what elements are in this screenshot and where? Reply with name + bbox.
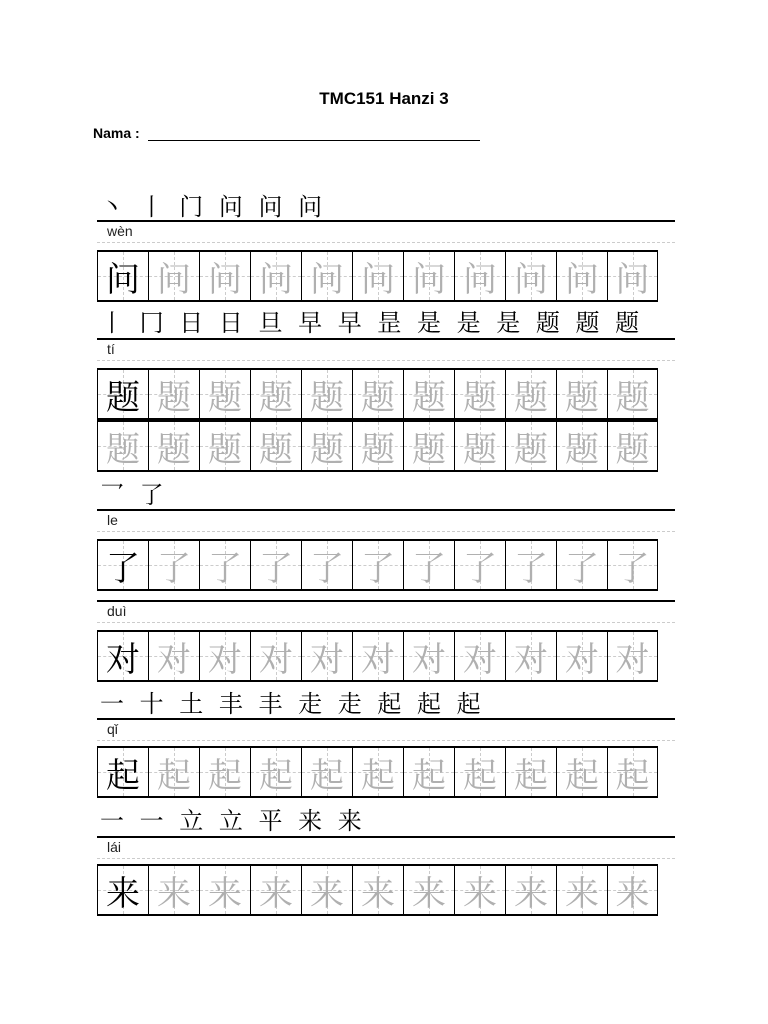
trace-character-cell[interactable] — [301, 541, 352, 589]
pinyin-bar — [97, 600, 675, 623]
trace-character-cell[interactable] — [454, 866, 505, 914]
trace-character-cell[interactable] — [403, 541, 454, 589]
model-character: 来 — [106, 873, 140, 914]
trace-character: 题 — [259, 429, 293, 470]
trace-character: 了 — [310, 548, 344, 589]
trace-character: 对 — [157, 639, 191, 680]
trace-character-cell[interactable] — [607, 541, 658, 589]
trace-character: 来 — [259, 873, 293, 914]
trace-character-cell[interactable] — [403, 370, 454, 418]
practice-row — [97, 368, 658, 420]
trace-character-cell[interactable] — [250, 748, 301, 796]
trace-character: 起 — [310, 755, 344, 796]
trace-character-cell[interactable] — [199, 370, 250, 418]
trace-character: 了 — [259, 548, 293, 589]
trace-character: 对 — [463, 639, 497, 680]
trace-character-cell[interactable] — [148, 370, 199, 418]
trace-character-cell[interactable] — [250, 422, 301, 470]
pinyin-label: wèn — [107, 223, 133, 239]
trace-character: 题 — [565, 377, 599, 418]
pinyin-label: tí — [107, 341, 115, 357]
trace-character-cell[interactable] — [301, 866, 352, 914]
trace-character: 对 — [514, 639, 548, 680]
stroke-order-1: 丨 冂 日 日 旦 早 早 昰 是 是 是 题 题 题 — [100, 309, 644, 337]
model-character: 起 — [106, 755, 140, 796]
trace-character: 起 — [615, 755, 650, 796]
trace-character-cell[interactable] — [352, 866, 403, 914]
trace-character-cell[interactable] — [199, 632, 250, 680]
pinyin-bar — [97, 220, 675, 243]
trace-character: 问 — [615, 259, 650, 300]
trace-character-cell[interactable] — [352, 422, 403, 470]
trace-character: 题 — [157, 377, 191, 418]
trace-character: 题 — [157, 429, 191, 470]
trace-character-cell[interactable] — [250, 370, 301, 418]
trace-character: 起 — [157, 755, 191, 796]
practice-row — [97, 864, 658, 916]
trace-character: 来 — [412, 873, 446, 914]
trace-character: 起 — [361, 755, 395, 796]
trace-character-cell[interactable] — [505, 748, 556, 796]
trace-character-cell[interactable] — [505, 370, 556, 418]
trace-character-cell[interactable] — [352, 370, 403, 418]
pinyin-bar — [97, 836, 675, 859]
trace-character: 题 — [208, 429, 242, 470]
model-character: 了 — [106, 548, 140, 589]
trace-character: 起 — [208, 755, 242, 796]
trace-character-cell[interactable] — [352, 632, 403, 680]
trace-character: 题 — [565, 429, 599, 470]
trace-character-cell[interactable] — [301, 748, 352, 796]
trace-character-cell[interactable] — [505, 632, 556, 680]
trace-character: 问 — [514, 259, 548, 300]
name-input-line[interactable] — [148, 140, 480, 141]
trace-character: 起 — [565, 755, 599, 796]
trace-character: 题 — [463, 377, 497, 418]
stroke-order-5: 一 一 立 立 平 来 来 — [100, 807, 366, 835]
trace-character-cell[interactable] — [607, 748, 658, 796]
practice-row — [97, 746, 658, 798]
pinyin-label: lái — [107, 839, 122, 855]
trace-character: 对 — [361, 639, 395, 680]
trace-character-cell[interactable] — [148, 866, 199, 914]
trace-character: 起 — [412, 755, 446, 796]
trace-character-cell[interactable] — [454, 748, 505, 796]
trace-character-cell[interactable] — [301, 252, 352, 300]
trace-character-cell[interactable] — [403, 748, 454, 796]
trace-character-cell[interactable] — [199, 422, 250, 470]
trace-character-cell[interactable] — [556, 632, 607, 680]
trace-character: 对 — [412, 639, 446, 680]
trace-character-cell[interactable] — [607, 422, 658, 470]
trace-character-cell[interactable] — [607, 866, 658, 914]
trace-character: 题 — [514, 429, 548, 470]
trace-character-cell[interactable] — [199, 866, 250, 914]
model-character: 问 — [106, 259, 140, 300]
trace-character: 了 — [208, 548, 242, 589]
trace-character-cell[interactable] — [403, 866, 454, 914]
trace-character: 了 — [615, 548, 650, 589]
trace-character: 题 — [615, 429, 650, 470]
trace-character-cell[interactable] — [148, 632, 199, 680]
pinyin-bar — [97, 718, 675, 741]
trace-character: 问 — [463, 259, 497, 300]
trace-character-cell[interactable] — [454, 632, 505, 680]
trace-character-cell[interactable] — [556, 252, 607, 300]
trace-character-cell[interactable] — [148, 252, 199, 300]
trace-character-cell[interactable] — [403, 252, 454, 300]
name-label: Nama : — [93, 125, 140, 141]
trace-character-cell[interactable] — [556, 866, 607, 914]
trace-character: 题 — [615, 377, 650, 418]
trace-character: 问 — [208, 259, 242, 300]
trace-character-cell[interactable] — [556, 422, 607, 470]
practice-row — [97, 630, 658, 682]
trace-character: 题 — [361, 429, 395, 470]
trace-character-cell[interactable] — [454, 252, 505, 300]
stroke-order-0: 丶 丨 门 问 问 问 — [100, 193, 327, 221]
trace-character-cell[interactable] — [301, 370, 352, 418]
trace-character-cell[interactable] — [607, 252, 658, 300]
trace-character-cell[interactable] — [97, 422, 148, 470]
pinyin-label: qǐ — [107, 721, 118, 737]
trace-character-cell[interactable] — [607, 632, 658, 680]
trace-character: 了 — [157, 548, 191, 589]
trace-character-cell[interactable] — [250, 632, 301, 680]
trace-character-cell[interactable] — [505, 422, 556, 470]
trace-character-cell[interactable] — [199, 252, 250, 300]
trace-character: 起 — [463, 755, 497, 796]
model-character: 对 — [106, 639, 140, 680]
trace-character: 问 — [310, 259, 344, 300]
trace-character-cell[interactable] — [454, 541, 505, 589]
trace-character: 问 — [157, 259, 191, 300]
trace-character: 题 — [310, 377, 344, 418]
model-character-cell[interactable] — [97, 541, 148, 589]
trace-character-cell[interactable] — [148, 541, 199, 589]
trace-character: 题 — [106, 429, 140, 470]
worksheet-title: TMC151 Hanzi 3 — [319, 89, 449, 108]
trace-character-cell[interactable] — [556, 748, 607, 796]
trace-character-cell[interactable] — [148, 748, 199, 796]
trace-character: 题 — [412, 429, 446, 470]
trace-character-cell[interactable] — [148, 422, 199, 470]
trace-character: 对 — [310, 639, 344, 680]
trace-character-cell[interactable] — [454, 422, 505, 470]
model-character-cell[interactable] — [97, 748, 148, 796]
trace-character: 问 — [259, 259, 293, 300]
model-character-cell[interactable] — [97, 370, 148, 418]
trace-character-cell[interactable] — [352, 748, 403, 796]
trace-character-cell[interactable] — [403, 422, 454, 470]
trace-character-cell[interactable] — [199, 541, 250, 589]
model-character-cell[interactable] — [97, 866, 148, 914]
trace-character-cell[interactable] — [250, 541, 301, 589]
model-character-cell[interactable] — [97, 252, 148, 300]
trace-character: 了 — [514, 548, 548, 589]
trace-character: 题 — [514, 377, 548, 418]
trace-character: 了 — [463, 548, 497, 589]
trace-character: 问 — [412, 259, 446, 300]
trace-character-cell[interactable] — [301, 632, 352, 680]
trace-character: 题 — [208, 377, 242, 418]
stroke-order-2: 乛 了 — [100, 481, 168, 509]
trace-character: 来 — [361, 873, 395, 914]
trace-character-cell[interactable] — [301, 422, 352, 470]
trace-character: 对 — [615, 639, 650, 680]
trace-character: 了 — [361, 548, 395, 589]
trace-character-cell[interactable] — [352, 252, 403, 300]
trace-character: 了 — [412, 548, 446, 589]
practice-row — [97, 539, 658, 591]
trace-character: 问 — [565, 259, 599, 300]
trace-character-cell[interactable] — [505, 866, 556, 914]
trace-character: 题 — [259, 377, 293, 418]
trace-character-cell[interactable] — [250, 252, 301, 300]
trace-character: 来 — [463, 873, 497, 914]
trace-character-cell[interactable] — [505, 541, 556, 589]
pinyin-bar — [97, 338, 675, 361]
pinyin-label: le — [107, 512, 118, 528]
trace-character: 来 — [615, 873, 650, 914]
trace-character: 起 — [514, 755, 548, 796]
trace-character-cell[interactable] — [556, 541, 607, 589]
trace-character-cell[interactable] — [607, 370, 658, 418]
trace-character: 题 — [310, 429, 344, 470]
trace-character: 题 — [361, 377, 395, 418]
trace-character-cell[interactable] — [505, 252, 556, 300]
trace-character: 题 — [463, 429, 497, 470]
trace-character: 起 — [259, 755, 293, 796]
model-character: 题 — [106, 377, 140, 418]
trace-character: 来 — [514, 873, 548, 914]
trace-character: 对 — [259, 639, 293, 680]
pinyin-bar — [97, 509, 675, 532]
trace-character: 来 — [310, 873, 344, 914]
trace-character: 来 — [565, 873, 599, 914]
trace-character: 来 — [157, 873, 191, 914]
trace-character: 题 — [412, 377, 446, 418]
pinyin-label: duì — [107, 603, 127, 619]
trace-character: 来 — [208, 873, 242, 914]
trace-character-cell[interactable] — [454, 370, 505, 418]
practice-row — [97, 250, 658, 302]
trace-character-cell[interactable] — [352, 541, 403, 589]
trace-character: 对 — [565, 639, 599, 680]
model-character-cell[interactable] — [97, 632, 148, 680]
trace-character: 了 — [565, 548, 599, 589]
trace-character: 对 — [208, 639, 242, 680]
trace-character-cell[interactable] — [199, 748, 250, 796]
practice-row — [97, 420, 658, 472]
trace-character-cell[interactable] — [556, 370, 607, 418]
stroke-order-4: 一 十 土 丰 丰 走 走 起 起 起 — [100, 690, 485, 718]
trace-character-cell[interactable] — [403, 632, 454, 680]
trace-character: 问 — [361, 259, 395, 300]
trace-character-cell[interactable] — [250, 866, 301, 914]
